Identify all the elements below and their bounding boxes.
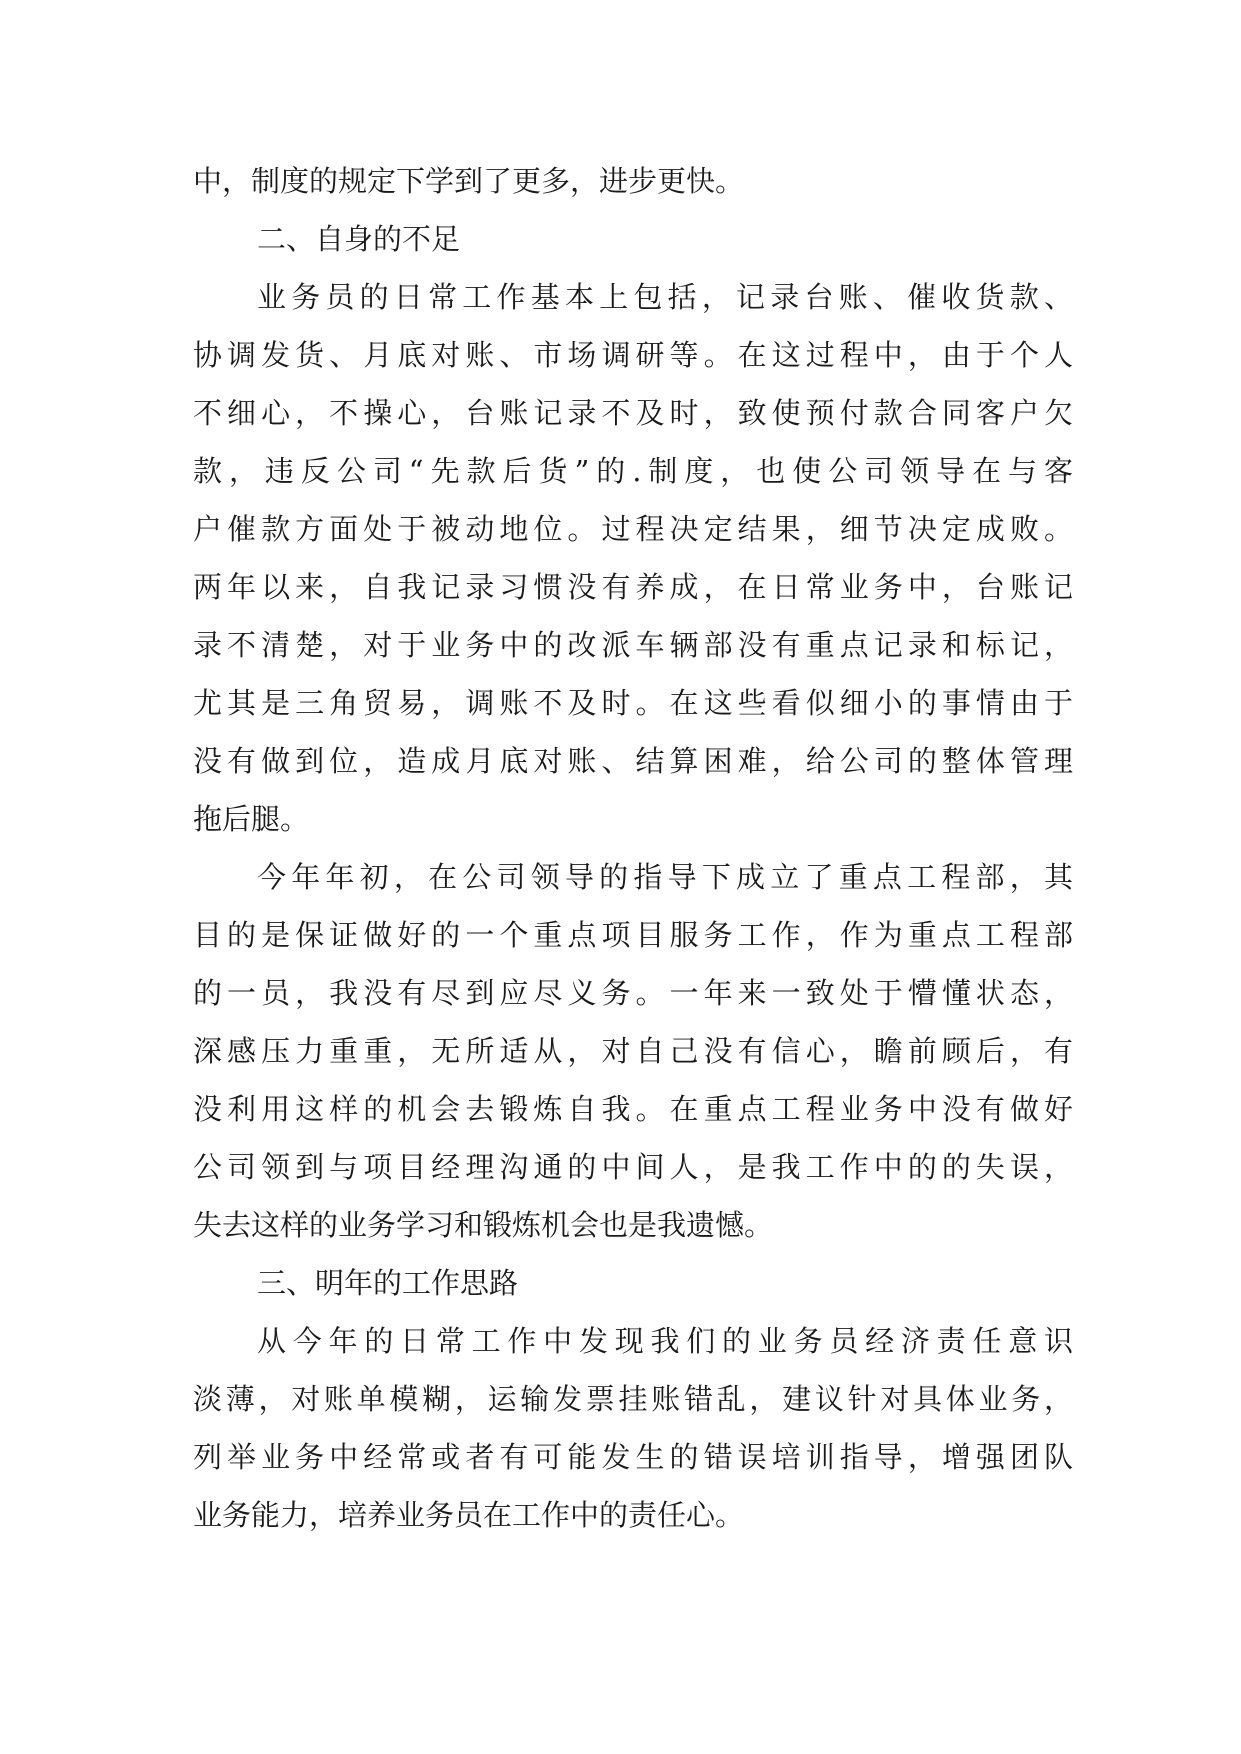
paragraph-line: 公司领到与项目经理沟通的中间人，是我工作中的的失误， [193, 1150, 1073, 1184]
paragraph-line: 的一员，我没有尽到应尽义务。一年来一致处于懵懂状态， [193, 976, 1073, 1010]
paragraph-line: 列举业务中经常或者有可能发生的错误培训指导，增强团队 [193, 1440, 1073, 1474]
section-heading: 三、明年的工作思路 [257, 1266, 519, 1300]
paragraph-line: 今年年初，在公司领导的指导下成立了重点工程部，其 [257, 860, 1073, 894]
paragraph-line: 淡薄，对账单模糊，运输发票挂账错乱，建议针对具体业务， [193, 1382, 1073, 1416]
paragraph-line: 户催款方面处于被动地位。过程决定结果，细节决定成败。 [193, 512, 1073, 546]
paragraph-line: 深感压力重重，无所适从，对自己没有信心，瞻前顾后，有 [193, 1034, 1073, 1068]
paragraph-line: 尤其是三角贸易，调账不及时。在这些看似细小的事情由于 [193, 686, 1073, 720]
paragraph-line: 不细心，不操心，台账记录不及时，致使预付款合同客户欠 [193, 396, 1073, 430]
paragraph-line: 业务能力，培养业务员在工作中的责任心。 [193, 1498, 745, 1532]
paragraph-line: 没有做到位，造成月底对账、结算困难，给公司的整体管理 [193, 744, 1073, 778]
paragraph-line: 款，违反公司“先款后货”的.制度，也使公司领导在与客 [193, 454, 1073, 488]
paragraph-line: 从今年的日常工作中发现我们的业务员经济责任意识 [257, 1324, 1073, 1358]
paragraph-line: 录不清楚，对于业务中的改派车辆部没有重点记录和标记， [193, 628, 1073, 662]
paragraph-line: 中，制度的规定下学到了更多，进步更快。 [193, 164, 745, 198]
paragraph-line: 业务员的日常工作基本上包括，记录台账、催收货款、 [257, 280, 1073, 314]
paragraph-line: 拖后腿。 [193, 802, 310, 836]
paragraph-line: 协调发货、月底对账、市场调研等。在这过程中，由于个人 [193, 338, 1073, 372]
section-heading: 二、自身的不足 [257, 222, 461, 256]
paragraph-line: 失去这样的业务学习和锻炼机会也是我遗憾。 [193, 1208, 774, 1242]
paragraph-line: 两年以来，自我记录习惯没有养成，在日常业务中，台账记 [193, 570, 1073, 604]
paragraph-line: 目的是保证做好的一个重点项目服务工作，作为重点工程部 [193, 918, 1073, 952]
body-text [193, 152, 1073, 1544]
paragraph-line: 没利用这样的机会去锻炼自我。在重点工程业务中没有做好 [193, 1092, 1073, 1126]
